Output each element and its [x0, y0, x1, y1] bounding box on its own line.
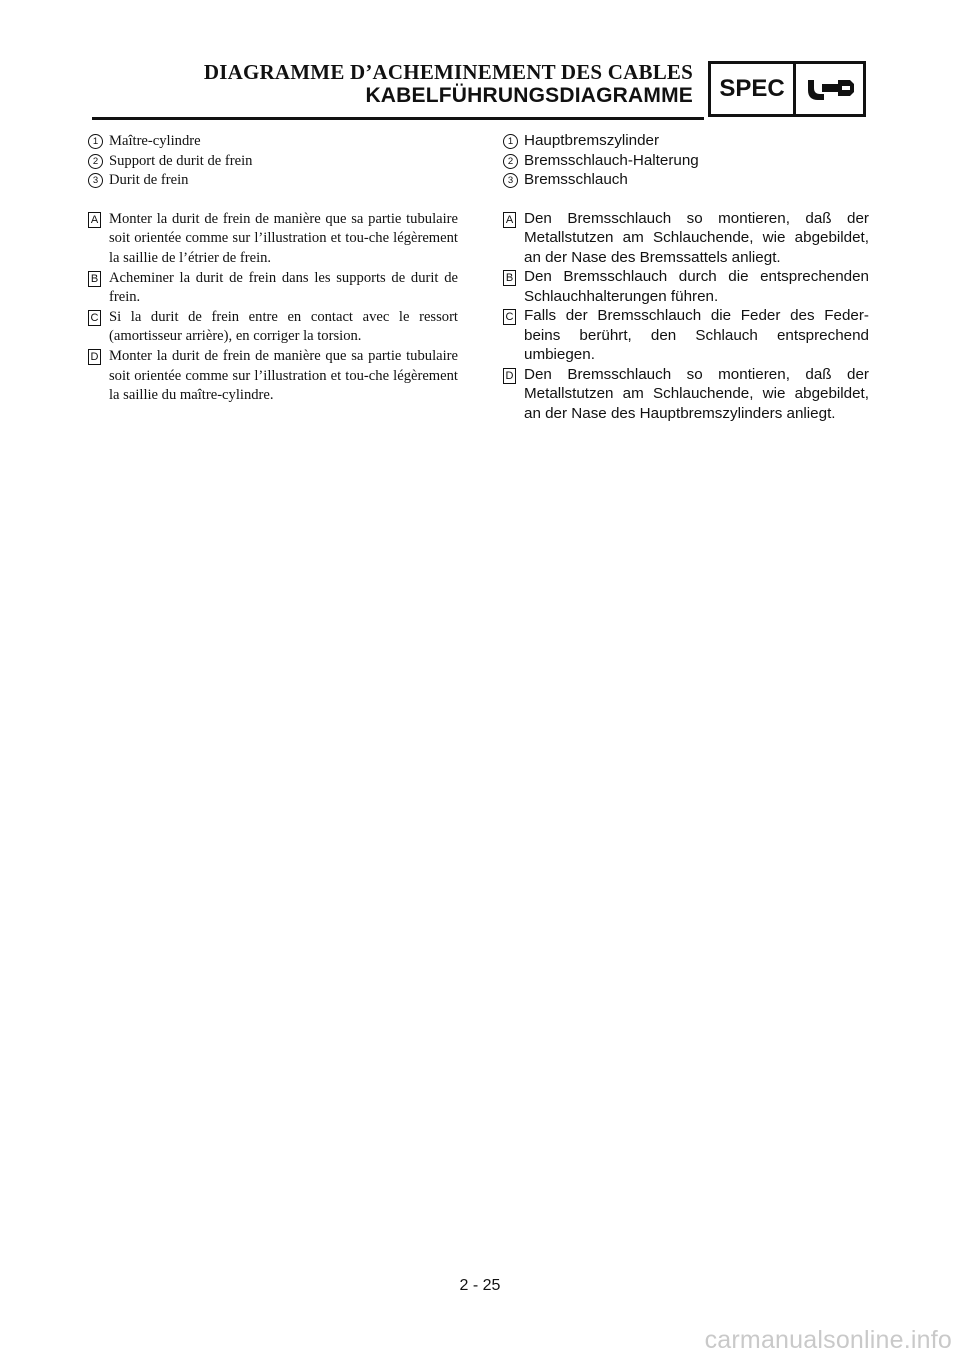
part-item	[88, 152, 458, 172]
note-text: Monter la durit de frein de manière que sa partie tubulaire soit orientée comme sur l’illustration et tou-che légèrement la saillie du maître-cylindre.	[109, 347, 458, 404]
note-letter: B	[503, 270, 516, 286]
note-letter: D	[503, 368, 516, 384]
part-label: Hauptbremszylinder	[524, 132, 660, 149]
spec-label: SPEC	[711, 64, 796, 114]
note-item	[503, 209, 869, 268]
note-letter: A	[503, 212, 516, 228]
note-item	[88, 308, 458, 347]
note-text: Monter la durit de frein de manière que sa partie tubulaire soit orientée comme sur l’illustration et tou-che légèrement la saillie de l’étrier de frein.	[109, 210, 458, 266]
note-item	[503, 306, 869, 365]
note-text: Den Bremsschlauch so montieren, daß der Metallstutzen am Schlauchende, wie abgebildet, an der Nase des Hauptbremszylinders anliegt.	[524, 365, 869, 422]
part-label: Durit de frein	[109, 172, 189, 189]
part-number: 2	[88, 154, 103, 169]
part-item	[503, 170, 869, 190]
page-title-german: KABELFÜHRUNGSDIAGRAMME	[365, 84, 693, 107]
part-number: 3	[88, 173, 103, 188]
note-item	[88, 210, 458, 269]
note-item	[503, 267, 869, 306]
page-number: 2 - 25	[459, 1277, 501, 1294]
part-item	[503, 131, 869, 151]
part-item	[88, 132, 458, 152]
german-column	[503, 131, 869, 423]
note-text: Si la durit de frein entre en contact avec le ressort (amortisseur arrière), en corriger la torsion.	[109, 308, 458, 345]
note-item	[88, 269, 458, 308]
part-label: Support de durit de frein	[109, 152, 253, 169]
note-text: Falls der Bremsschlauch die Feder des Feder-beins berührt, den Schlauch entsprechend umbiegen.	[524, 307, 869, 363]
note-letter: D	[88, 349, 101, 365]
note-letter: B	[88, 271, 101, 287]
note-letter: C	[88, 310, 101, 326]
spec-badge	[708, 61, 866, 117]
part-item	[503, 151, 869, 171]
note-item	[88, 347, 458, 406]
part-label: Maître-cylindre	[109, 133, 201, 149]
header-rule	[92, 117, 704, 120]
part-number: 3	[503, 173, 518, 188]
french-column	[88, 132, 458, 406]
part-label: Bremsschlauch-Halterung	[524, 151, 699, 169]
note-text: Den Bremsschlauch durch die entsprechenden Schlauchhalterungen führen.	[524, 268, 869, 305]
part-number: 1	[88, 134, 103, 149]
page-title-french: DIAGRAMME D’ACHEMINEMENT DES CABLES	[203, 60, 693, 84]
note-letter: A	[88, 212, 101, 228]
part-number: 1	[503, 134, 518, 149]
note-text: Acheminer la durit de frein dans les supports de durit de frein.	[109, 269, 458, 306]
part-item	[88, 171, 458, 191]
wrench-icon	[796, 64, 863, 114]
note-text: Den Bremsschlauch so montieren, daß der Metallstutzen am Schlauchende, wie abgebildet, an der Nase des Bremssattels anliegt.	[524, 209, 869, 266]
note-item	[503, 365, 869, 424]
note-letter: C	[503, 309, 516, 325]
part-label: Bremsschlauch	[524, 171, 628, 188]
part-number: 2	[503, 154, 518, 169]
watermark: carmanualsonline.info	[704, 1326, 952, 1354]
